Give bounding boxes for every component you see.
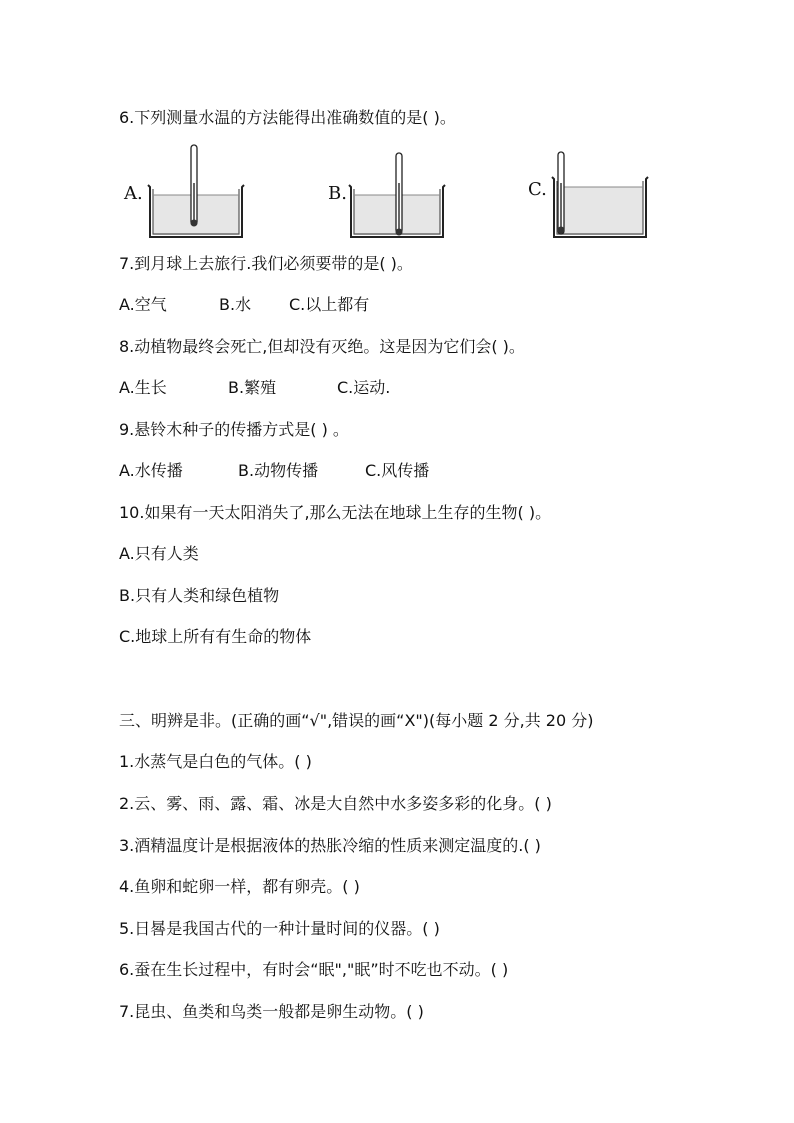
- question-9: 9.悬铃木种子的传播方式是( ) 。: [119, 420, 349, 439]
- figure-a: [121, 143, 246, 241]
- option-b: B.繁殖: [228, 378, 277, 397]
- option-a: A.空气: [119, 295, 167, 314]
- beaker-c-icon: [525, 143, 650, 241]
- question-10-option-c: C.地球上所有有生命的物体: [119, 627, 312, 646]
- figure-b: [325, 143, 450, 241]
- judge-item-5: 5.日晷是我国古代的一种计量时间的仪器。( ): [119, 919, 440, 938]
- question-7: 7.到月球上去旅行.我们必须要带的是( )。: [119, 254, 413, 273]
- beaker-b-icon: [325, 143, 450, 241]
- figure-b-label: B.: [328, 183, 347, 204]
- beaker-a-icon: [121, 143, 246, 241]
- section-3-heading: 三、明辨是非。(正确的画“√",错误的画“X")(每小题 2 分,共 20 分): [119, 711, 594, 730]
- judge-item-2: 2.云、雾、雨、露、霜、冰是大自然中水多姿多彩的化身。( ): [119, 794, 552, 813]
- figure-a-label: A.: [124, 183, 143, 204]
- question-6: 6.下列测量水温的方法能得出准确数值的是( )。: [119, 108, 456, 127]
- judge-item-3: 3.酒精温度计是根据液体的热胀冷缩的性质来测定温度的.( ): [119, 836, 541, 855]
- question-10-option-b: B.只有人类和绿色植物: [119, 586, 280, 605]
- option-c: C.以上都有: [289, 295, 370, 314]
- figure-c-label: C.: [528, 179, 547, 200]
- question-8: 8.动植物最终会死亡,但却没有灭绝。这是因为它们会( )。: [119, 337, 525, 356]
- option-a: A.生长: [119, 378, 167, 397]
- question-10: 10.如果有一天太阳消失了,那么无法在地球上生存的生物( )。: [119, 503, 552, 522]
- judge-item-7: 7.昆虫、鱼类和鸟类一般都是卵生动物。( ): [119, 1002, 424, 1021]
- option-b: B.水: [219, 295, 252, 314]
- option-b: B.动物传播: [238, 461, 319, 480]
- figure-c: [525, 143, 650, 241]
- judge-item-4: 4.鱼卵和蛇卵一样，都有卵壳。( ): [119, 877, 360, 896]
- question-10-option-a: A.只有人类: [119, 544, 199, 563]
- option-c: C.风传播: [365, 461, 430, 480]
- judge-item-6: 6.蚕在生长过程中，有时会“眠","眠”时不吃也不动。( ): [119, 960, 509, 979]
- option-c: C.运动.: [337, 378, 391, 397]
- judge-item-1: 1.水蒸气是白色的气体。( ): [119, 752, 312, 771]
- option-a: A.水传播: [119, 461, 183, 480]
